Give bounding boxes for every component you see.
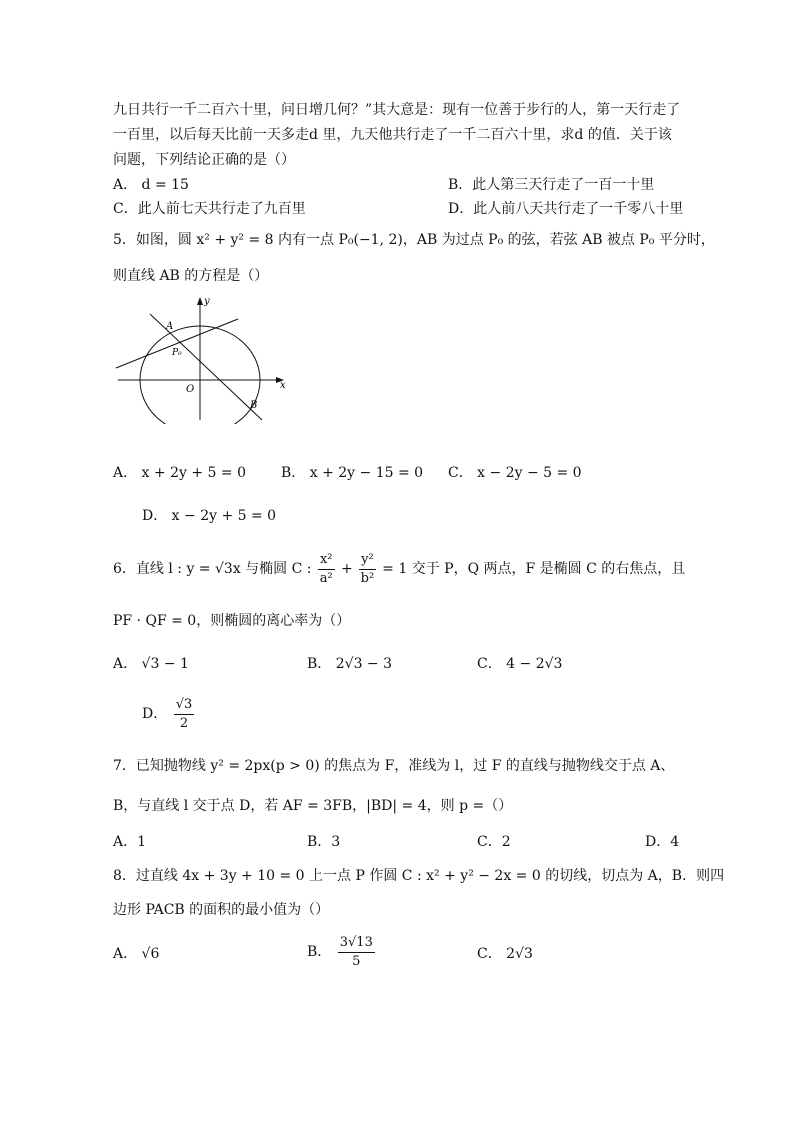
q7-line-1: 7．已知抛物线 y² = 2px(p > 0) 的焦点为 F，准线为 l，过 F 的直线与抛物线交于点 A、 [113,758,675,774]
q8-option-c: C． 2√3 [477,946,533,962]
q8-option-a: A． √6 [113,946,160,962]
q6-option-d-fraction [174,696,195,733]
q5-option-a: A． x + 2y + 5 = 0 [113,465,246,481]
q6-option-a: A． √3 − 1 [113,656,189,672]
q5-line-1: 5．如图，圆 x² + y² = 8 内有一点 P₀(−1, 2)，AB 为过点 P₀ 的弦，若弦 AB 被点 P₀ 平分时， [113,232,715,248]
q6-fraction-y-den: b² [360,570,375,586]
q6-option-d-label: D． [142,706,168,722]
q6-line-1-part-b: = 1 交于 P，Q 两点，F 是椭圆 C 的右焦点，且 [382,561,686,577]
q6-line-1 [113,549,685,589]
label-y: y [204,296,210,307]
q4-line-3: 问题，下列结论正确的是（） [113,152,295,168]
label-a: A [166,321,174,332]
q6-line-2: PF · QF = 0，则椭圆的离心率为（） [113,613,351,629]
q7-line-2: B，与直线 l 交于点 D，若 AF = 3FB，|BD| = 4，则 p =（） [113,798,513,814]
q7-option-b: B．3 [307,834,341,850]
q5-line-2: 则直线 AB 的方程是（） [113,268,269,284]
label-o: O [186,384,195,395]
q8-line-1: 8．过直线 4x + 3y + 10 = 0 上一点 P 作圆 C : x² + y² − 2x = 0 的切线，切点为 A，B．则四 [113,868,725,884]
q4-option-a: A． d = 15 [113,177,189,193]
q5-option-d: D． x − 2y + 5 = 0 [142,508,277,524]
q8-option-b-label: B． [307,944,332,960]
q6-fraction-x [318,551,335,588]
q7-option-c: C．2 [477,834,511,850]
q6-option-d [142,692,196,736]
q6-option-b: B． 2√3 − 3 [307,656,393,672]
label-x: x [280,380,286,391]
label-b: B [250,400,258,411]
q6-line-1-part-a: 6．直线 l : y = √3x 与椭圆 C : [113,561,312,577]
q4-option-d: D．此人前八天共行走了一千零八十里 [448,201,684,217]
q6-fraction-x-den: a² [319,570,333,586]
q6-fraction-y-num: y² [359,551,376,570]
q4-option-c: C．此人前七天共行走了九百里 [113,201,306,217]
q6-fraction-y [359,551,376,588]
q6-plus: + [340,561,353,577]
q8-option-b [307,930,377,974]
line-op [116,319,238,368]
q5-option-b: B． x + 2y − 15 = 0 [281,465,424,481]
q6-option-d-num: √3 [174,696,195,715]
q6-option-d-den: 2 [179,715,189,731]
q7-option-a: A．1 [113,834,147,850]
q8-option-b-num: 3√13 [338,934,375,953]
q4-line-2: 一百里，以后每天比前一天多走d 里，九天他共行走了一千二百六十里，求d 的值．关于该 [113,127,672,143]
q8-option-b-fraction [338,934,375,971]
q8-option-b-den: 5 [352,953,361,969]
label-p0: P₀ [172,348,182,358]
q7-option-d: D．4 [645,834,680,850]
q8-line-2: 边形 PACB 的面积的最小值为（） [113,902,330,918]
q4-option-b: B．此人第三天行走了一百一十里 [448,177,655,193]
q6-fraction-x-num: x² [318,551,335,570]
q6-option-c: C． 4 − 2√3 [477,656,563,672]
q5-option-c: C． x − 2y − 5 = 0 [448,465,582,481]
q5-figure [112,292,292,424]
y-axis-arrow [197,297,203,305]
q4-line-1: 九日共行一千二百六十里，问日增几何？”其大意是：现有一位善于步行的人，第一天行走了 [113,102,681,118]
